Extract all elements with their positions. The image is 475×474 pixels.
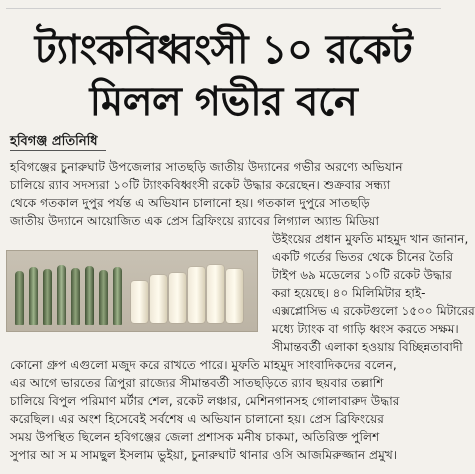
tube-shape [226, 269, 243, 323]
body-wrap-line: করা হয়েছে। ৪০ মিলিমিটার হাই- [272, 286, 426, 300]
body-line: কোনো গ্রুপ এগুলো মজুদ করে রাখতে পারে। মুফতি মাহমুদ সাংবাদিকদের বলেন, [10, 358, 397, 372]
body-line: জাতীয় উদ্যানে আয়োজিত এক প্রেস ব্রিফিংয়ে র‍্যাবের লিগ্যাল অ্যান্ড মিডিয়া [10, 214, 380, 228]
body-wrap-line: মধ্যে ট্যাংক বা গাড়ি ধ্বংস করতে সক্ষম। [272, 322, 459, 336]
article-body [10, 158, 440, 230]
body-line: চালিয়ে বিপুল পরিমাণ মর্টার শেল, রকেট লঞ্চার, মেশিনগানসহ গোলাবারুদ উদ্ধার [10, 394, 400, 408]
article-body-tail [10, 356, 440, 464]
body-line: করেছিল। এর অংশ হিসেবেই সর্বশেষ এ অভিযান চালানো হয়। প্রেস ব্রিফিংয়ের [10, 412, 384, 426]
body-wrap-line: সীমান্তবর্তী এলাকা হওয়ায় বিচ্ছিন্নতাবাদী [272, 340, 463, 354]
rocket-shape [57, 265, 66, 325]
headline-line-1: ট্যাংকবিধ্বংসী ১০ রকেট [34, 27, 413, 73]
tube-shape [169, 273, 186, 323]
rocket-photo [6, 250, 258, 332]
tube-shape [207, 265, 224, 323]
byline-divider [10, 150, 106, 151]
headline-line-2: মিলল গভীর বনে [89, 79, 358, 125]
rocket-shape [113, 267, 122, 325]
tube-shape [150, 275, 167, 323]
body-line: সময় উপস্থিত ছিলেন হবিগঞ্জের জেলা প্রশাসক মনীষ চাকমা, অতিরিক্ত পুলিশ [10, 430, 380, 444]
body-line: চালিয়ে র‍্যাব সদস্যরা ১০টি ট্যাংকবিধ্বংসী রকেট উদ্ধার করেছেন। শুক্রবার সন্ধ্যা [10, 178, 391, 192]
rocket-shape [85, 266, 94, 325]
rocket-shape [71, 268, 80, 325]
body-line: সুপার আ স ম সামছুল ইসলাম ভুইয়া, চুনারুঘাট থানার ওসি আজমিরুজ্জান প্রমুখ। [10, 448, 398, 462]
body-wrap-line: এক্সপ্লোসিভ এ রকেটগুলো ১৫০০ মিটারের [272, 304, 475, 318]
byline: হবিগঞ্জ প্রতিনিধি [10, 134, 98, 149]
body-wrap-line: টাইপ ৬৯ মডেলের ১০টি রকেট উদ্ধার [272, 268, 452, 282]
body-wrap-line: একটি গর্তের ভিতর থেকে চীনের তৈরি [272, 250, 454, 264]
body-wrap-line: উইংয়ের প্রধান মুফতি মাহমুদ খান জানান, [272, 232, 469, 246]
rocket-shape [43, 269, 52, 325]
body-line: এর আগে ভারতের ত্রিপুরা রাজ্যের সীমান্তবর্তী সাতছড়িতে র‍্যাব ছয়বার তল্লাশি [10, 376, 384, 390]
rocket-shape [29, 267, 38, 325]
headline [0, 24, 447, 128]
top-divider [6, 8, 441, 9]
body-line: হবিগঞ্জের চুনারুঘাট উপজেলার সাতছড়ি জাতীয় উদ্যানের গভীর অরণ্যে অভিযান [10, 160, 403, 174]
rocket-shape [99, 270, 108, 325]
body-line: থেকে গতকাল দুপুর পর্যন্ত এ অভিযান চালানো হয়। গতকাল দুপুরে সাতছড়ি [10, 196, 370, 210]
rocket-shape [15, 271, 24, 325]
tube-shape [188, 267, 205, 323]
tube-shape [131, 281, 148, 323]
